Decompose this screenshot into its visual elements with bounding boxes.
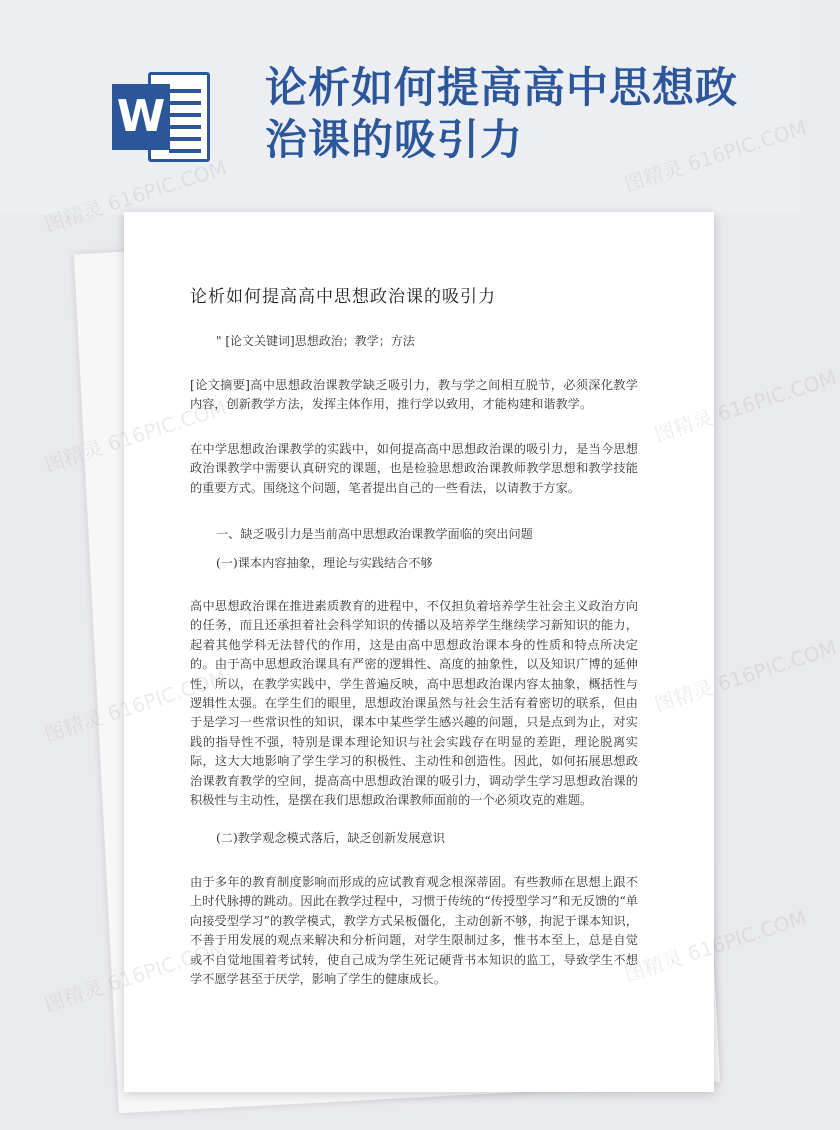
watermark: 图精灵: [41, 975, 106, 1017]
watermark: 图精灵: [41, 435, 106, 477]
watermark: 图精灵: [41, 705, 106, 747]
header-banner: [0, 0, 800, 215]
watermark: 图精灵 616PIC.COM: [651, 635, 840, 717]
keywords: " [论文关键词]思想政治；教学；方法: [216, 334, 415, 348]
watermark: 图精灵 616PIC.COM: [621, 905, 810, 987]
body-paragraph-1: 高中思想政治课在推进素质教育的进程中，不仅担负着培养学生社会主义政治方向的任务，而且还承担着社会科学知识的传播以及培养学生继续学习新知识的能力，起着其他学科无法替代的作用，这是由高中思想政治课本身的性质和特点所决定的。由于高中思想政治课具有严密的逻辑性、高度的抽象性，以及知识广博的延伸性，所以，在教学实践中，学生普遍反映，高中思想政治课内容太抽象，概括性与逻辑性太强。在学生们的眼里，思想政治课虽然与社会生活有着密切的联系，但由于是学习一些常识性的知识，课本中某些学生感兴趣的问题，只是点到为止，对实践的指导性不强，特别是课本理论知识与社会实践存在明显的差距，理论脱离实际，这大大地影响了学生学习的积极性、主动性和创造性。因此，如何拓展思想政治课教育教学的空间，提高高中思想政治课的吸引力，调动学生学习思想政治课的积极性与主动性，是摆在我们思想政治课教师面前的一个必须攻克的难题。: [190, 599, 638, 808]
section-heading-1: 一、缺乏吸引力是当前高中思想政治课教学面临的突出问题: [216, 527, 533, 541]
word-letter: W: [112, 84, 170, 150]
subheading-1: (一)课本内容抽象，理论与实践结合不够: [216, 556, 433, 570]
document-title: 论析如何提高高中思想政治课的吸引力: [190, 287, 496, 307]
watermark: 图精灵 616PIC.COM: [651, 365, 840, 447]
banner-title: 论析如何提高高中思想政治课的吸引力: [265, 63, 739, 164]
intro-paragraph: 在中学思想政治课教学的实践中，如何提高高中思想政治课的吸引力，是当今思想政治课教学中需要认真研究的课题，也是检验思想政治课教师教学思想和教学技能的重要方式。围绕这个问题，笔者提出自己的一些看法，以请教于方家。: [190, 442, 638, 495]
subheading-2: (二)教学观念模式落后，缺乏创新发展意识: [216, 831, 445, 845]
word-icon: [112, 72, 212, 162]
document-page: [124, 212, 714, 1092]
body-paragraph-2: 由于多年的教育制度影响而形成的应试教育观念根深蒂固。有些教师在思想上跟不上时代脉搏的跳动。因此在教学过程中，习惯于传统的“传授型学习”和无反馈的“单向接受型学习”的教学模式，教学方式呆板僵化，主动创新不够，拘泥于课本知识，不善于用发展的观点来解决和分析问题，对学生限制过多，惟书本至上，总是自觉或不自觉地围着考试转，使自己成为学生死记硬背书本知识的监工，导致学生不想学不愿学甚至于厌学，影响了学生的健康成长。: [190, 875, 638, 987]
abstract: [论文摘要]高中思想政治课教学缺乏吸引力，教与学之间相互脱节，必须深化教学内容，创新教学方法，发挥主体作用，推行学以致用，才能构建和谐教学。: [190, 378, 638, 412]
